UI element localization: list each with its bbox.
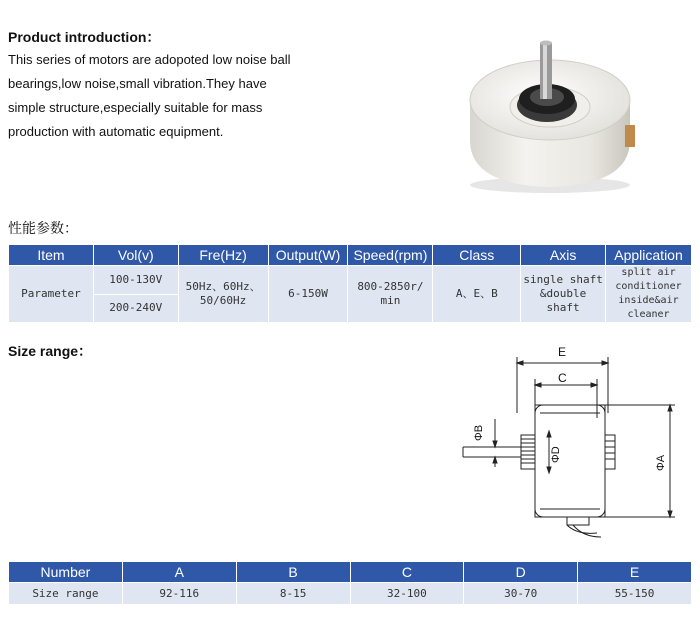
product-intro-heading: Product introduction： xyxy=(8,29,161,45)
size-cell-a: 92-116 xyxy=(122,583,236,605)
dim-label-phi-a: ΦA xyxy=(655,454,667,471)
header-application: Application xyxy=(606,245,692,266)
dim-label-e: E xyxy=(558,345,567,359)
size-cell-e: 55-150 xyxy=(578,583,692,605)
dim-label-c: C xyxy=(558,371,567,385)
performance-table xyxy=(8,244,692,323)
cell-frequency: 50Hz、60Hz、 50/60Hz xyxy=(178,266,268,323)
dim-label-phi-b: ΦB xyxy=(473,424,485,441)
cell-axis: single shaft &double shaft xyxy=(521,266,606,323)
header-axis: Axis xyxy=(521,245,606,266)
header-speed: Speed(rpm) xyxy=(348,245,433,266)
size-cell-b: 8-15 xyxy=(236,583,350,605)
header-output: Output(W) xyxy=(268,245,348,266)
cell-voltage-1: 100-130V xyxy=(93,266,178,295)
motor-photo xyxy=(455,35,650,200)
size-data-row xyxy=(9,583,692,605)
header-frequency: Fre(Hz) xyxy=(178,245,268,266)
size-range-table xyxy=(8,561,692,605)
cell-parameter-label: Parameter xyxy=(9,266,94,323)
size-cell-label: Size range xyxy=(9,583,123,605)
size-header-e: E xyxy=(578,562,692,583)
cell-output: 6-150W xyxy=(268,266,348,323)
size-header-row xyxy=(9,562,692,583)
size-cell-d: 30-70 xyxy=(464,583,578,605)
header-item: Item xyxy=(9,245,94,266)
cell-application: split air conditioner inside&air cleaner xyxy=(606,266,692,323)
size-header-b: B xyxy=(236,562,350,583)
dim-label-phi-d: ΦD xyxy=(550,446,562,463)
cell-speed: 800-2850r/ min xyxy=(348,266,433,323)
product-intro-text: This series of motors are adopoted low noise ball bearings,low noise,small vibration.They have simple structure,especially suitable for mass production with automatic equipment. xyxy=(8,52,291,139)
motor-dimension-drawing xyxy=(455,343,695,548)
size-header-c: C xyxy=(350,562,464,583)
size-range-heading: Size range： xyxy=(8,343,93,359)
header-class: Class xyxy=(433,245,521,266)
performance-row xyxy=(9,266,692,295)
size-cell-c: 32-100 xyxy=(350,583,464,605)
cell-voltage-2: 200-240V xyxy=(93,294,178,323)
performance-header-row xyxy=(9,245,692,266)
cell-class: A、E、B xyxy=(433,266,521,323)
performance-heading: 性能参数： xyxy=(8,220,78,236)
size-header-d: D xyxy=(464,562,578,583)
header-voltage: Vol(v) xyxy=(93,245,178,266)
size-header-number: Number xyxy=(9,562,123,583)
size-header-a: A xyxy=(122,562,236,583)
